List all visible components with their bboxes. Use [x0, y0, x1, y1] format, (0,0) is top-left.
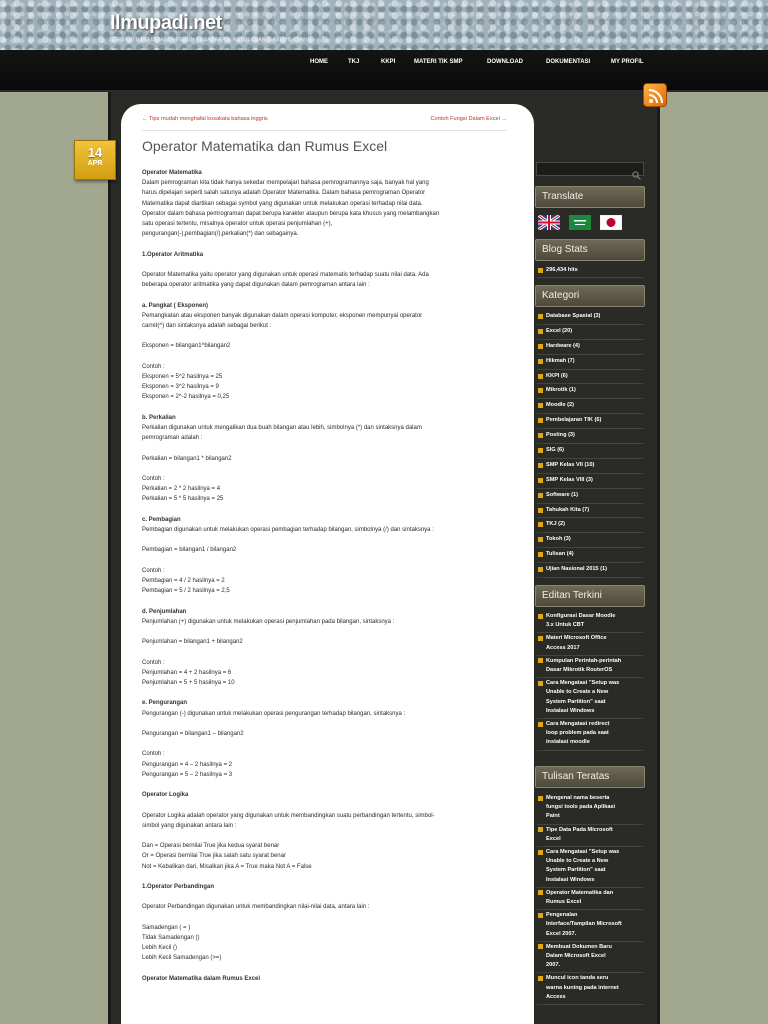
post-heading: 1.Operator Aritmatika — [142, 251, 204, 258]
post-line: Matematika dapat diartikan sebagai symbol yang digunakan untuk melakukan operasi terhadap nilai data. — [142, 200, 423, 207]
widget-title-tulisan-teratas: Tulisan Teratas — [535, 766, 645, 788]
kategori-item[interactable] — [537, 459, 643, 474]
editan-item-line: Kumpulan Perintah-perintah — [546, 657, 622, 664]
blank-line — [142, 647, 507, 657]
nav-item-materi-tik-smp[interactable]: MATERI TIK SMP — [414, 59, 463, 65]
bullet-icon — [538, 344, 543, 349]
blank-line — [142, 739, 507, 749]
bullet-icon — [538, 508, 543, 513]
post-heading: Operator Logika — [142, 792, 189, 799]
rss-icon — [648, 88, 664, 104]
blank-line — [142, 260, 507, 270]
blank-line — [142, 443, 507, 453]
post-line: Lebih Kecil Samadengan (>=) — [142, 955, 222, 962]
nav-item-kkpi[interactable]: KKPI — [381, 59, 396, 65]
blank-line — [142, 719, 507, 729]
post-line: Dan = Operasi bernilai True jika kedua syarat benar — [142, 843, 280, 850]
editan-item[interactable] — [537, 611, 643, 633]
post-line: Pemangkatan atau eksponen banyak digunakan dalam operasi komputer, eksponen mempunyai operator — [142, 312, 423, 319]
editan-item-line: loop problem pada saat — [546, 730, 609, 737]
editan-item[interactable] — [537, 719, 643, 751]
kategori-label: Tahukah Kita (7) — [546, 506, 590, 513]
post-line: Perkalian digunakan untuk mengalikan dua buah bilangan atau lebih, simbolnya (*) dan sintaksnya dalam — [142, 424, 422, 431]
post-line: Operator Matematika yaitu operator yang digunakan untuk operasi matematis terhadap suatu nilai data. Ada — [142, 272, 429, 278]
widget-title-kategori: Kategori — [535, 285, 645, 307]
teratas-item-line: Access — [546, 993, 566, 1000]
teratas-item[interactable] — [537, 847, 643, 888]
blank-line — [142, 403, 507, 413]
post-line: Contoh : — [142, 363, 165, 370]
site-header — [0, 0, 768, 50]
teratas-item-line: warna kuning pada internet — [546, 984, 619, 991]
post-line: Operator Logika adalah operator yang digunakan untuk membandingkan suatu perbandingan tertentu, simbol- — [142, 812, 435, 819]
post-heading: e. Pengurangan — [142, 700, 188, 707]
kategori-label: Ujian Nasional 2015 (1) — [546, 566, 607, 573]
kategori-label: Mikrotik (1) — [546, 387, 576, 394]
bullet-icon — [538, 636, 543, 641]
sidebar — [535, 104, 645, 1024]
editan-item-line: Cara Mengatasi redirect — [546, 721, 610, 728]
blank-line — [142, 963, 507, 973]
kategori-item[interactable] — [537, 384, 643, 399]
teratas-item[interactable] — [537, 942, 643, 974]
blank-line — [142, 290, 507, 300]
editan-item-line: Instalasi Windows — [546, 707, 595, 714]
post-heading: d. Penjumlahan — [142, 608, 187, 615]
bullet-icon — [538, 403, 543, 408]
kategori-label: KKPI (6) — [546, 372, 568, 379]
date-month: APR — [87, 160, 103, 167]
kategori-item[interactable] — [537, 563, 643, 578]
bullet-icon — [538, 314, 543, 319]
teratas-item-line: System Partition" saat — [546, 867, 606, 874]
bullet-icon — [538, 463, 543, 468]
blank-line — [142, 331, 507, 341]
nav-item-dokumentasi[interactable]: DOKUMENTASI — [546, 59, 591, 65]
kategori-label: Software (1) — [546, 491, 579, 498]
teratas-item-line: Muncul icon tanda seru — [546, 975, 609, 982]
blank-line — [142, 464, 507, 474]
post-line: Perkalian = bilangan1 * bilangan2 — [142, 455, 232, 462]
kategori-label: Hardware (4) — [546, 342, 580, 349]
kategori-label: Moodle (2) — [546, 402, 574, 409]
kategori-label: Tokoh (3) — [546, 536, 571, 543]
teratas-item[interactable] — [537, 973, 643, 1005]
teratas-item-line: Instalasi Windows — [546, 876, 595, 883]
teratas-item[interactable] — [537, 825, 643, 847]
post-line: Penjumlahan (+) digunakan untuk melakukan operasi penjumlahan pada bilangan, sintaksnya : — [142, 618, 395, 625]
post-line: Samadengan ( = ) — [142, 924, 191, 931]
nav-item-home[interactable]: HOME — [310, 59, 328, 65]
blank-line — [142, 352, 507, 362]
kategori-label: Posting (3) — [546, 432, 575, 439]
post-line: carret(^) dan sintaksnya adalah sebagai berikut : — [142, 323, 272, 329]
widget-title-blog-stats: Blog Stats — [535, 239, 645, 261]
post-line: simbol yang digunakan antara lain : — [142, 822, 237, 829]
post-line: Or = Operasi bernilai True jika salah satu syarat benar — [142, 853, 286, 860]
post-line: satu operasi tertentu, misalnya operator untuk operasi penjumlahan (+), — [142, 221, 333, 228]
bullet-icon — [538, 418, 543, 423]
blank-line — [142, 688, 507, 698]
kategori-item[interactable] — [537, 474, 643, 489]
kategori-item[interactable] — [537, 355, 643, 370]
japanese-flag-icon[interactable] — [600, 215, 622, 230]
kategori-label: Pembelajaran TIK (6) — [546, 417, 602, 424]
blank-line — [142, 912, 507, 922]
kategori-label: SMP Kelas VIII (3) — [546, 476, 593, 483]
post-line: Penjumlahan = bilangan1 + bilangan2 — [142, 639, 243, 646]
bullet-icon — [538, 722, 543, 727]
teratas-item[interactable] — [537, 888, 643, 910]
editan-terkini-list — [537, 611, 643, 751]
kategori-label: Tulisan (4) — [546, 551, 574, 558]
post-heading: a. Pangkat ( Eksponen) — [142, 302, 209, 309]
post-heading: b. Perkalian — [142, 414, 176, 421]
teratas-item-line: Paint — [546, 813, 560, 820]
prev-post-link[interactable]: ← Tips mudah menghafal kosakata bahasa inggris — [142, 116, 268, 122]
blank-line — [142, 556, 507, 566]
editan-item[interactable] — [537, 656, 643, 678]
teratas-item-line: Mengenal nama beserta — [546, 795, 610, 801]
bullet-icon — [538, 658, 543, 663]
widget-title-editan-terkini: Editan Terkini — [535, 585, 645, 607]
post-line: harus dipelajari seperti salah satunya adalah Operator Matematika. Dalam bahasa pemrograman Operator — [142, 190, 426, 197]
nav-item-my-profil[interactable]: MY PROFIL — [611, 59, 644, 65]
blog-stats-label: 296,434 hits — [546, 267, 578, 273]
blank-line — [142, 239, 507, 249]
editan-item-line: Cara Mengatasi "Setup was — [546, 680, 620, 687]
blank-line — [142, 505, 507, 515]
bullet-icon — [538, 329, 543, 334]
kategori-item[interactable] — [537, 489, 643, 504]
blank-line — [142, 535, 507, 545]
bullet-icon — [538, 913, 543, 918]
kategori-item[interactable] — [537, 370, 643, 385]
bullet-icon — [538, 567, 543, 572]
teratas-item-line: fungsi tools pada Aplikasi — [546, 804, 616, 811]
bullet-icon — [538, 614, 543, 619]
post-line: Pembagian = 4 / 2 hasilnya = 2 — [142, 577, 225, 584]
date-badge — [74, 140, 116, 180]
bullet-icon — [538, 448, 543, 453]
bullet-icon — [538, 374, 543, 379]
post-line: Penjumlahan = 5 + 5 hasilnya = 10 — [142, 679, 235, 686]
teratas-item-line: Unable to Create a New — [546, 858, 609, 865]
divider — [142, 130, 507, 131]
post-line: Pembagian = 5 / 2 hasilnya = 2,5 — [142, 588, 230, 595]
english-flag-icon[interactable] — [538, 215, 560, 230]
bullet-icon — [538, 433, 543, 438]
post-line: Eksponen = 2^-2 hasilnya = 0,25 — [142, 394, 230, 401]
post-heading: Operator Matematika — [142, 170, 202, 176]
editan-item-line: Access 2017 — [546, 644, 580, 651]
kategori-item[interactable] — [537, 504, 643, 519]
post-heading: c. Pembagian — [142, 516, 181, 523]
editan-item-line: Dasar Mikrotik RouterOS — [546, 667, 613, 674]
post-line: Not = Kebalikan dari, Misalkan jika A = True maka Not A = False — [142, 863, 312, 870]
post-line: Eksponen = 5^2 hasilnya = 25 — [142, 373, 223, 380]
rss-button[interactable] — [643, 83, 667, 107]
blank-line — [142, 831, 507, 841]
teratas-item[interactable] — [537, 793, 643, 825]
bullet-icon — [538, 537, 543, 542]
kategori-item[interactable] — [537, 310, 643, 325]
teratas-item-line: Tipe Data Pada Microsoft — [546, 826, 613, 833]
kategori-item[interactable] — [537, 533, 643, 548]
editan-item-line: 3.x Untuk CBT — [546, 622, 585, 629]
kategori-label: SIG (6) — [546, 447, 565, 454]
post-title: Operator Matematika dan Rumus Excel — [142, 138, 388, 154]
post-line: Pengurangan = 5 – 2 hasilnya = 3 — [142, 771, 233, 778]
bullet-icon — [538, 944, 543, 949]
widget-title-translate: Translate — [535, 186, 645, 208]
nav-menu — [0, 50, 768, 76]
teratas-item-line: Interface/Tampilan Microsoft — [546, 921, 622, 928]
post-line: Lebih Kecil () — [142, 945, 178, 952]
teratas-item-line: Excel 2007. — [546, 930, 577, 937]
bullet-icon — [538, 522, 543, 527]
teratas-item-line: Excel — [546, 835, 561, 842]
teratas-item-line: Membuat Dokumen Baru — [546, 943, 612, 950]
post-line: Contoh : — [142, 751, 165, 758]
kategori-list — [537, 310, 643, 578]
editan-item-line: Konfigurasi Dasar Moodle — [546, 613, 616, 619]
bullet-icon — [538, 478, 543, 483]
editan-item-line: Materi Microsoft Office — [546, 635, 607, 642]
kategori-label: Hikmah (7) — [546, 357, 575, 364]
post-line: Operator Perbandingan digunakan untuk membandingkan nilai-nilai data, antara lain : — [142, 904, 370, 911]
kategori-label: Excel (20) — [546, 327, 573, 334]
blank-line — [142, 892, 507, 902]
blank-line — [142, 596, 507, 606]
post-line: Pengurangan (-) digunakan untuk melakukan operasi pengurangan terhadap bilangan, sintaksnya : — [142, 710, 406, 717]
next-post-link[interactable]: Contoh Fungsi Dalam Excel → — [430, 116, 507, 122]
kategori-label: SMP Kelas VII (10) — [546, 461, 595, 468]
kategori-item[interactable] — [537, 429, 643, 444]
kategori-item[interactable] — [537, 444, 643, 459]
bullet-icon — [538, 850, 543, 855]
blank-line — [142, 627, 507, 637]
kategori-item[interactable] — [537, 548, 643, 563]
bullet-icon — [538, 552, 543, 557]
blank-line — [142, 800, 507, 810]
post-line: Pengurangan = 4 – 2 hasilnya = 2 — [142, 761, 233, 768]
blank-line — [142, 780, 507, 790]
kategori-label: TKJ (2) — [546, 521, 565, 528]
post-line: Operator dalam bahasa pemrograman dapat berupa karakter ataupun berupa kata khusus yang melambangkan — [142, 210, 440, 217]
post-line: Pengurangan = bilangan1 – bilangan2 — [142, 730, 244, 737]
bullet-icon — [538, 359, 543, 364]
kategori-item[interactable] — [537, 399, 643, 414]
bullet-icon — [538, 890, 543, 895]
bullet-icon — [538, 388, 543, 393]
bullet-icon — [538, 493, 543, 498]
site-tagline: BERBAGI ILMU DENGAN PENUH KESABARAN, KETULUSAN & KEIKHLASAN — [110, 37, 308, 43]
post-line: Contoh : — [142, 475, 165, 482]
kategori-item[interactable] — [537, 325, 643, 340]
post-line: Contoh : — [142, 567, 165, 574]
kategori-item[interactable] — [537, 340, 643, 355]
editan-item[interactable] — [537, 678, 643, 719]
bullet-icon — [538, 827, 543, 832]
post-line: beberapa operator aritmatika yang dapat digunakan dalam pemrograman antara lain : — [142, 282, 370, 289]
post-line: Dalam pemrograman kita tidak hanya sekedar mempelajari bahasa pemrogramannya saja, banyak hal yang — [142, 180, 429, 187]
teratas-item-line: Operator Matematika dan — [546, 889, 614, 896]
search-input[interactable] — [536, 162, 644, 176]
post-line: Perkalian = 5 * 5 hasilnya = 25 — [142, 496, 224, 503]
post-heading: Operator Matematika dalam Rumus Excel — [142, 975, 261, 982]
post-line: Pembagian digunakan untuk melakukan operasi pembagian terhadap bilangan, simbolnya (/) dan sintaksnya : — [142, 526, 434, 533]
teratas-item-line: 2007. — [546, 962, 560, 969]
blog-stats-item[interactable] — [537, 264, 643, 278]
post-body — [142, 168, 507, 984]
nav-item-tkj[interactable]: TKJ — [348, 59, 360, 65]
kategori-label: Database Spasial (3) — [546, 313, 601, 319]
kategori-item[interactable] — [537, 518, 643, 533]
site-title[interactable]: Ilmupadi.net — [110, 12, 222, 34]
post-line: Perkalian = 2 * 2 hasilnya = 4 — [142, 486, 221, 493]
tulisan-teratas-list — [537, 793, 643, 1005]
editan-item-line: instalasi moodle — [546, 739, 590, 746]
post-heading: 1.Operator Perbandingan — [142, 883, 215, 890]
post-line: Eksponen = 3^2 hasilnya = 9 — [142, 384, 219, 391]
editan-item-line: Unable to Create a New — [546, 689, 609, 696]
bullet-icon — [538, 681, 543, 686]
post-line: pemrograman adalah : — [142, 435, 203, 442]
post-line: Contoh : — [142, 659, 165, 666]
teratas-item-line: Cara Mengatasi "Setup was — [546, 849, 620, 856]
post-line: Penjumlahan = 4 + 2 hasilnya = 6 — [142, 669, 232, 676]
blog-stats-list — [537, 264, 643, 278]
post-navigation — [142, 116, 507, 128]
bullet-icon — [538, 268, 543, 273]
bullet-icon — [538, 976, 543, 981]
post-line: pengurangan(-),pembagian(/),perkalian(*) dan sebagainya. — [142, 231, 299, 238]
search-icon[interactable] — [632, 165, 641, 174]
post-line: Tidak Samadengan () — [142, 934, 200, 941]
kategori-item[interactable] — [537, 414, 643, 429]
bullet-icon — [538, 796, 543, 801]
teratas-item-line: Pengenalan — [546, 912, 578, 919]
post-line: Pembagian = bilangan1 / bilangan2 — [142, 547, 237, 554]
teratas-item-line: Rumus Excel — [546, 899, 582, 906]
date-day: 14 — [87, 145, 103, 160]
post-line: Eksponen = bilangan1^bilangan2 — [142, 343, 231, 350]
teratas-item[interactable] — [537, 910, 643, 942]
arabic-flag-icon[interactable] — [569, 215, 591, 230]
editan-item[interactable] — [537, 633, 643, 655]
teratas-item-line: Dalam Microsoft Excel — [546, 953, 606, 960]
nav-item-download[interactable]: DOWNLOAD — [487, 59, 523, 65]
editan-item-line: System Partition" saat — [546, 698, 606, 705]
post-content — [121, 104, 534, 1024]
blank-line — [142, 872, 507, 882]
